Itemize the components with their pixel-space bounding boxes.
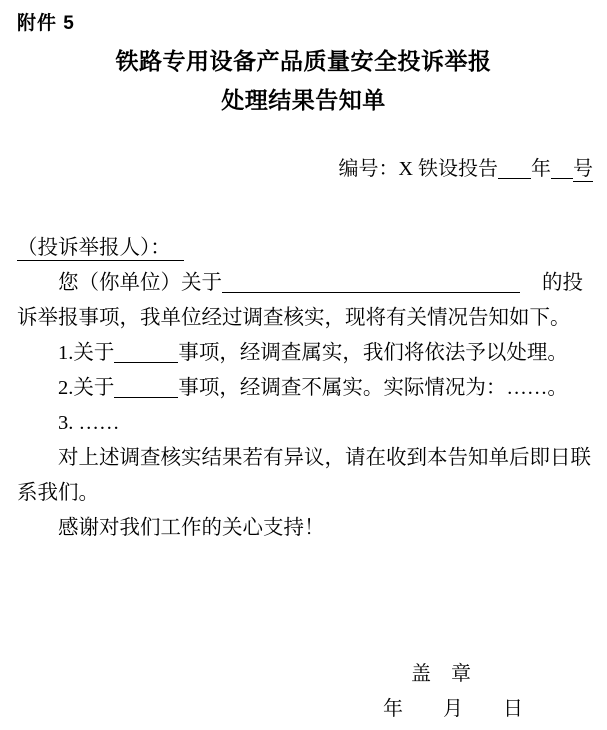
item2-line — [17, 371, 590, 406]
salutation-line — [17, 231, 590, 266]
item2-suffix-text: 事项，经调查不属实。实际情况为：……。 — [178, 377, 568, 399]
ref-year-blank-field — [498, 158, 531, 179]
para1-prefix-text: 您（你单位）关于 — [58, 272, 222, 294]
document-title-line1: 铁路专用设备产品质量安全投诉举报 — [115, 48, 492, 74]
document-body — [17, 231, 590, 546]
ref-number-suffix-label: 号 — [573, 158, 593, 180]
item1-prefix-text: 1.关于 — [58, 342, 115, 364]
item2-prefix-text: 2.关于 — [58, 377, 115, 399]
item1-blank-field — [114, 342, 178, 364]
paragraph1-line1 — [17, 266, 590, 301]
attachment-label: 附件 5 — [17, 13, 75, 34]
item3-line — [17, 406, 590, 441]
salutation-underline-wrap — [10, 237, 184, 259]
paragraph2-line2 — [17, 476, 590, 511]
item2-blank-field — [114, 377, 178, 399]
seal-label: 盖 章 — [411, 663, 471, 685]
salutation-text: （投诉举报人）： — [17, 237, 184, 261]
ref-year-label: 年 — [531, 158, 551, 180]
date-label: 年 月 日 — [383, 698, 523, 720]
item1-line — [17, 336, 590, 371]
item1-suffix-text: 事项，经调查属实，我们将依法予以处理。 — [178, 342, 568, 364]
complaint-topic-blank-field — [222, 272, 520, 294]
date-line — [0, 695, 607, 723]
reference-number-line — [339, 155, 593, 183]
document-title-line2: 处理结果告知单 — [221, 87, 386, 113]
seal-line — [0, 660, 607, 688]
ref-number-blank-field — [551, 158, 573, 179]
para1-line2-text: 诉举报事项，我单位经过调查核实，现将有关情况告知如下。 — [17, 307, 571, 329]
para2-line2-text: 系我们。 — [17, 482, 99, 504]
thanks-text: 感谢对我们工作的关心支持！ — [58, 517, 325, 539]
para1-suffix-text: 的投 — [542, 272, 583, 294]
document-title — [0, 42, 607, 120]
ref-number-prefix: 编号：X 铁设投告 — [338, 158, 498, 180]
paragraph1-line2 — [17, 301, 590, 336]
paragraph2-line1 — [17, 441, 590, 476]
thanks-line — [17, 511, 590, 546]
item3-text: 3. …… — [58, 412, 120, 434]
para2-line1-text: 对上述调查核实结果若有异议，请在收到本告知单后即日联 — [58, 447, 591, 469]
